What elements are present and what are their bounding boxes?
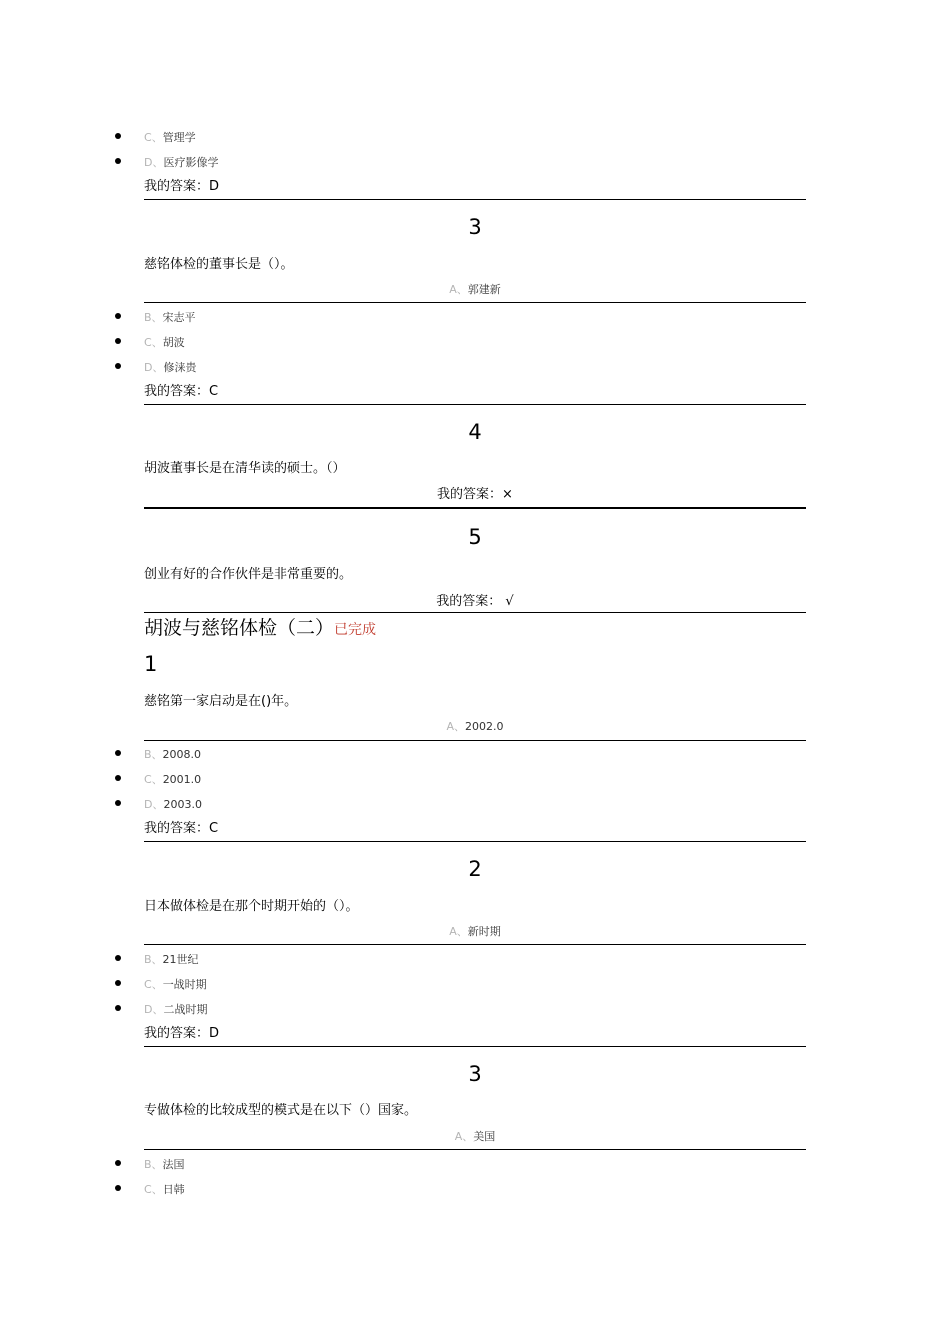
divider <box>144 507 806 509</box>
question-text: 日本做体检是在那个时期开始的（）。 <box>144 899 359 914</box>
my-answer: 我的答案：× <box>437 487 513 502</box>
option-b[interactable]: B、2008.0 <box>144 748 202 761</box>
list-bullet <box>115 1160 121 1166</box>
list-bullet <box>115 158 121 164</box>
divider <box>144 944 806 945</box>
option-b[interactable]: B、法国 <box>144 1158 185 1171</box>
question-number: 2 <box>468 857 482 881</box>
divider <box>144 841 806 842</box>
completion-status: 已完成 <box>334 622 377 638</box>
question-number: 3 <box>468 215 482 239</box>
option-a[interactable]: A、郭建新 <box>449 283 501 296</box>
list-bullet <box>115 980 121 986</box>
option-b[interactable]: B、21世纪 <box>144 953 199 966</box>
divider <box>144 302 806 303</box>
list-bullet <box>115 955 121 961</box>
my-answer: 我的答案：D <box>144 1026 220 1041</box>
list-bullet <box>115 313 121 319</box>
option-c[interactable]: C、2001.0 <box>144 773 202 786</box>
question-text: 专做体检的比较成型的模式是在以下（）国家。 <box>144 1103 418 1118</box>
question-text: 慈铭体检的董事长是（）。 <box>144 257 294 272</box>
my-answer: 我的答案：D <box>144 179 220 194</box>
divider <box>144 404 806 405</box>
option-d[interactable]: D、医疗影像学 <box>144 156 219 169</box>
list-bullet <box>115 750 121 756</box>
my-answer: 我的答案： √ <box>436 594 514 609</box>
question-text: 胡波董事长是在清华读的硕士。（） <box>144 461 346 476</box>
list-bullet <box>115 338 121 344</box>
divider <box>144 1046 806 1047</box>
option-c[interactable]: C、日韩 <box>144 1183 185 1196</box>
divider <box>144 199 806 200</box>
section-title: 胡波与慈铭体检（二）已完成 <box>144 617 377 639</box>
divider <box>144 612 806 613</box>
question-text: 创业有好的合作伙伴是非常重要的。 <box>144 567 353 582</box>
option-a[interactable]: A、新时期 <box>449 925 501 938</box>
list-bullet <box>115 133 121 139</box>
list-bullet <box>115 800 121 806</box>
list-bullet <box>115 363 121 369</box>
question-number: 5 <box>468 525 482 549</box>
option-d[interactable]: D、二战时期 <box>144 1003 208 1016</box>
option-d[interactable]: D、修涞贵 <box>144 361 197 374</box>
list-bullet <box>115 1185 121 1191</box>
question-text: 慈铭第一家启动是在()年。 <box>144 694 298 709</box>
question-number: 4 <box>468 420 482 444</box>
option-a[interactable]: A、2002.0 <box>446 720 504 733</box>
option-b[interactable]: B、宋志平 <box>144 311 196 324</box>
question-number: 1 <box>144 652 158 676</box>
question-number: 3 <box>468 1062 482 1086</box>
option-c[interactable]: C、一战时期 <box>144 978 207 991</box>
list-bullet <box>115 1005 121 1011</box>
list-bullet <box>115 775 121 781</box>
option-c[interactable]: C、管理学 <box>144 131 196 144</box>
option-c[interactable]: C、胡波 <box>144 336 185 349</box>
option-a[interactable]: A、美国 <box>454 1130 496 1143</box>
my-answer: 我的答案：C <box>144 384 219 399</box>
option-d[interactable]: D、2003.0 <box>144 798 202 811</box>
divider <box>144 740 806 741</box>
my-answer: 我的答案：C <box>144 821 219 836</box>
divider <box>144 1149 806 1150</box>
